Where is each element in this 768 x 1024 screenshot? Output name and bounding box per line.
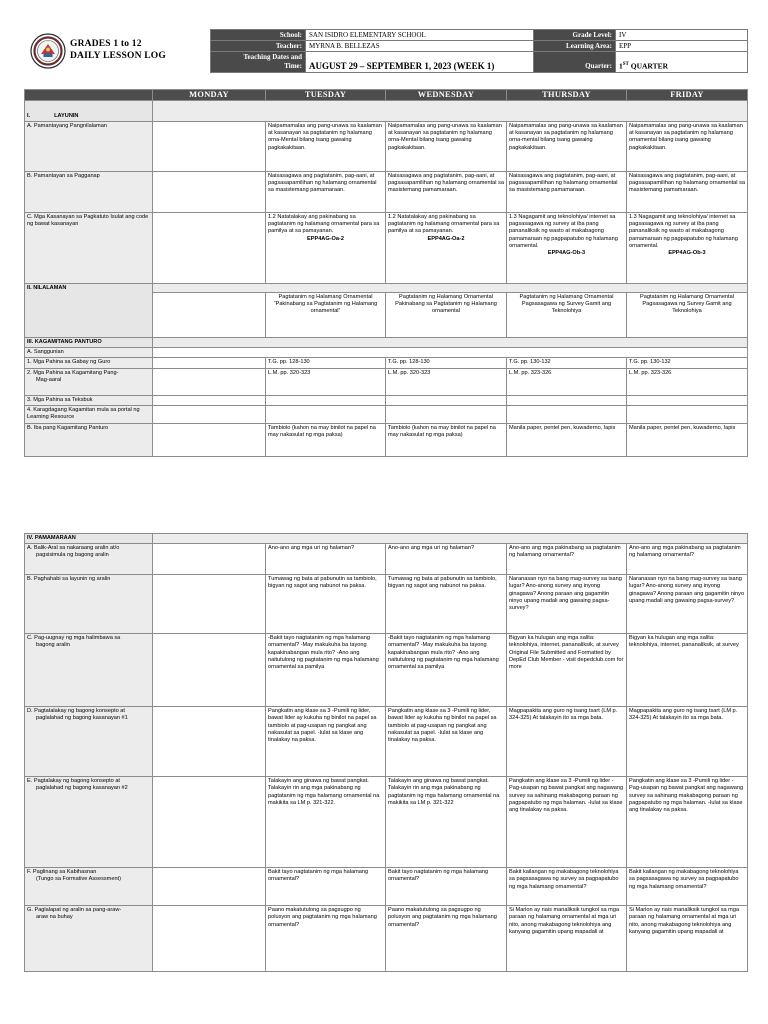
topic-subtitle: Pagsasagawa ng Survey Gamit ang Teknolohiya	[642, 301, 732, 315]
cell-friday: Ano-ano ang mga pakinabang sa pagtatanim ng halamang ornamental?	[627, 544, 748, 575]
cell-monday	[153, 172, 266, 213]
cell-thursday: Ano-ano ang mga pakinabang sa pagtatanim ng halamang ornamental?	[507, 544, 627, 575]
dates-label-line2: Time:	[284, 62, 302, 70]
cell-wednesday: Naipamamalas ang pang-unawa sa kaalaman at kasanayan sa pagtatanim ng halamang orna-Mental bilang isang gawaing pagkakakitaan.	[386, 122, 507, 172]
header-thursday: THURSDAY	[507, 90, 627, 101]
table-row-pamantayang-pangnilalaman	[25, 122, 748, 172]
learning-area-value: EPP	[616, 41, 748, 52]
row-label-paglalapat	[25, 906, 153, 972]
cell-monday	[153, 423, 266, 456]
row-label-pag-uugnay	[25, 634, 153, 707]
table-row-sanggunian	[25, 348, 748, 358]
deped-seal-icon	[30, 33, 66, 69]
header-friday: FRIDAY	[627, 90, 748, 101]
cell-tuesday: Pangkatin ang klase sa 3 -Pumili ng lider, bawat lider ay kukuha ng binilot na papel sa tambiolo at pag-usapan ng pangkat ang nakasulat sa papel. -Iulat sa klase ang tinalakay na paksa.	[266, 707, 386, 777]
cell-monday	[153, 368, 266, 395]
cell-friday: Manila paper, pentel pen, kuwaderno, lapis	[627, 423, 748, 456]
cell-wednesday: Bakit tayo nagtatanim ng mga halamang ornamental?	[386, 868, 507, 906]
cell-thursday: Bakit kailangan ng makabagong teknolohiya sa pagsasagawa ng survey sa pagpapatubo ng mga halamang ornamental?	[507, 868, 627, 906]
row-label-karagdagang: 4. Karagdagang Kagamitan mula sa portal ng Learning Resource	[25, 405, 153, 423]
layunin-row	[25, 101, 748, 122]
cell-friday: T.G. pp. 130-132	[627, 358, 748, 368]
row-label-nilalaman: II. NILALAMAN	[25, 284, 153, 338]
cell-wednesday: T.G. pp. 128-130	[386, 358, 507, 368]
row-label-line1: E. Pagtalakay ng bagong konsepto at	[27, 778, 120, 785]
cell-wednesday	[386, 395, 507, 405]
cell-tuesday	[266, 293, 386, 338]
title-line-dll: DAILY LESSON LOG	[70, 51, 166, 61]
layunin-label	[25, 101, 153, 122]
cell-monday	[153, 575, 266, 634]
cell-wednesday: Ano-ano ang mga uri ng halaman?	[386, 544, 507, 575]
cell-monday	[153, 777, 266, 868]
competency-code: EPP4AG-Ob-3	[547, 250, 586, 257]
document-header	[24, 29, 747, 74]
cell-tuesday: Tumawag ng bata at pabunutin sa tambiolo, bigyan ng sagot ang nabunot na paksa.	[266, 575, 386, 634]
cell-friday: Bigyan ka hulugan ang mga salita: teknolohiya, internet, pananaliksik, at survey	[627, 634, 748, 707]
competency-code: EPP4AG-Oa-2	[427, 235, 465, 242]
row-label-pagganap: B. Pamantayan sa Pagganap	[25, 172, 153, 213]
row-label-line2: Mag-aaral	[36, 376, 62, 383]
layunin-number: I.	[27, 112, 31, 119]
cell-monday	[153, 405, 266, 423]
title-line-grades: GRADES 1 to 12	[70, 39, 142, 49]
cell-tuesday: Bakit tayo nagtatanim ng mga halamang ornamental?	[266, 868, 386, 906]
cell-thursday: T.G. pp. 130-132	[507, 358, 627, 368]
cell-thursday: Bigyan ka hulugan ang mga salita: teknolohiya, internet, pananaliksik, at survey Original File Submitted and Formatted by DepEd Club Member - visit depedclub.com for more	[507, 634, 627, 707]
cell-thursday: Naipamamalas ang pang-unawa sa kaalaman at kasanayan sa pagtatanim ng halamang orna-mental bilang isang gawaing pagkakakitaan.	[507, 122, 627, 172]
cell-thursday: Pangkatin ang klase sa 3 -Pumili ng lider -Pag-usapan ng bawat pangkat ang nagawang survey sa sahinang makabagong paraan ng pagpapatubo ng mga halaman. -Iulat sa klase ang tinalakay na paksa.	[507, 777, 627, 868]
cell-thursday: Naisasagawa ang pagtatanim, pag-aani, at pagsasapamilihan ng halamang ornamental sa masistemang pamamaraan.	[507, 172, 627, 213]
topic-title: Pagtatanim ng Halamang Ornamental	[640, 294, 734, 300]
cell-monday	[153, 293, 266, 338]
quarter-value	[616, 52, 748, 73]
row-label-paghahabi: B. Paghahabi sa layunin ng aralin	[25, 575, 153, 634]
row-label-gabay: 1. Mga Pahina sa Gabay ng Guro	[25, 358, 153, 368]
cell-monday	[153, 213, 266, 284]
header-monday: MONDAY	[153, 90, 266, 101]
table-row-karagdagang-kagamitan	[25, 405, 748, 423]
cell-tuesday: Naipamamalas ang pang-unawa sa kaalaman at kasanayan sa pagtatanim ng halamang orna-Mental bilang isang gawaing pagkakakitaan.	[266, 122, 386, 172]
table-row-teksbuk	[25, 395, 748, 405]
cell-friday	[627, 405, 748, 423]
learning-area-label: Learning Area:	[534, 41, 616, 52]
row-label-sanggunian: A. Sanggunian	[25, 348, 153, 358]
cell-monday	[153, 707, 266, 777]
table-row-paglalapat	[25, 906, 748, 972]
row-label-iba-pang: B. Iba pang Kagamitang Panturo	[25, 423, 153, 456]
cell-friday: L.M. pp. 323-326	[627, 368, 748, 395]
row-label-pangnilalaman: A. Pamantayang Pangnilalaman	[25, 122, 153, 172]
dates-label-line1: Teaching Dates and	[243, 53, 302, 61]
table-row-nilalaman-header	[25, 284, 748, 293]
row-label-line1: F. Paglinang sa Kabihasnan	[27, 869, 97, 876]
cell-wednesday: Naisasagawa ang pagtatanim, pag-aani, at pagsasapamilihan ng halamang ornamental sa masistemang pamamaraan.	[386, 172, 507, 213]
row-label-pamamaraan: IV. PAMAMARAAN	[25, 534, 153, 544]
row-label-line1: D. Pagtatalakay ng bagong konsepto at	[27, 708, 125, 715]
layunin-text: LAYUNIN	[54, 112, 79, 119]
competency-text: 1.3 Nagagamit ang teknolohiya/ internet sa pagsasagawa ng survey at iba pang pananaliksik ng wasto at makabagong pamamaraan ng pagpapatubo ng halamang ornamental.	[629, 214, 738, 249]
header-tuesday: TUESDAY	[266, 90, 386, 101]
cell-monday	[153, 122, 266, 172]
quarter-number: 1	[619, 61, 623, 70]
cell-tuesday: T.G. pp. 128-130	[266, 358, 386, 368]
dates-label	[211, 52, 306, 73]
cell-thursday: Magpapakita ang guro ng isang tsart (LM p. 324-325) At talakayin ito sa mga bata.	[507, 707, 627, 777]
cell-monday	[153, 868, 266, 906]
cell-wednesday: L.M. pp. 320-323	[386, 368, 507, 395]
pamamaraan-header-row	[25, 534, 748, 544]
cell-wednesday: Pangkatin ang klase sa 3 -Pumili ng lider, bawat lider ay kukuha ng binilot na papel sa tambiolo at pag-usapan ng pangkat ang nakasulat sa papel. -Iulat sa klase ang tinalakay na paksa.	[386, 707, 507, 777]
cell-wednesday: Paano makatutulong sa pagsugpo ng polusyon ang pagtatanim ng mga halamang ornamental?	[386, 906, 507, 972]
cell-wednesday	[386, 293, 507, 338]
lesson-plan-table-1	[24, 89, 748, 457]
nilalaman-filler	[153, 284, 748, 293]
cell-friday	[627, 293, 748, 338]
cell-tuesday	[266, 405, 386, 423]
cell-wednesday: Tumawag ng bata at pabunutin sa tambiolo, bigyan ng sagot ang nabunot na paksa.	[386, 575, 507, 634]
teacher-label: Teacher:	[211, 41, 306, 52]
row-label-pagtalakay-2	[25, 777, 153, 868]
cell-friday: Pangkatin ang klase sa 3 -Pumili ng lider -Pag-usapan ng bawat pangkat ang nagawang survey sa sahinang makabagong paraan ng pagpapatubo ng mga halaman. -Iulat sa klase ang tinalakay na paksa.	[627, 777, 748, 868]
sanggunian-filler	[153, 348, 748, 358]
table-row-gabay-ng-guro	[25, 358, 748, 368]
lesson-plan-table-2	[24, 533, 748, 972]
cell-thursday	[507, 395, 627, 405]
row-label-line1: 2. Mga Pahina sa Kagamitang Pang-	[27, 369, 119, 376]
teacher-value: MYRNA B. BELLEZAS	[306, 41, 534, 52]
school-label: School:	[211, 30, 306, 41]
table-row-balik-aral	[25, 544, 748, 575]
competency-code: EPP4AG-Oa-2	[307, 235, 344, 242]
cell-monday	[153, 634, 266, 707]
cell-tuesday: Naisasagawa ang pagtatanim, pag-aani, at pagsasapamilihan ng halamang ornamental sa masistemang pamamaraan.	[266, 172, 386, 213]
competency-code: EPP4AG-Ob-3	[668, 250, 706, 257]
cell-tuesday: Ano-ano ang mga uri ng halaman?	[266, 544, 386, 575]
competency-text: 1.3 Nagagamit ang teknolohiya/ internet sa pagsasagawa ng survey at iba pang pananaliksik ng wasto at makabagong pamamaraan ng pagpapatubo ng halamang ornamental.	[509, 214, 618, 249]
cell-friday	[627, 213, 748, 284]
cell-thursday	[507, 405, 627, 423]
cell-monday	[153, 395, 266, 405]
topic-subtitle: Pakinabang sa Pagtatanim ng Halamang ornamental	[395, 301, 497, 315]
pamamaraan-filler	[153, 534, 748, 544]
row-label-pagtatalakay-1	[25, 707, 153, 777]
table-row-paglinang	[25, 868, 748, 906]
cell-tuesday	[266, 213, 386, 284]
cell-wednesday	[386, 405, 507, 423]
topic-title: Pagtatanim ng Halamang Ornamental	[278, 294, 373, 300]
table-row-pag-uugnay	[25, 634, 748, 707]
competency-text: 1.2 Natatalakay ang pakinabang sa pagtatanim ng halamang ornamental para sa pamilya at sa pamayanan.	[268, 214, 380, 235]
cell-friday: Si Marion ay nais manaliksik tungkol sa mga paraan ng halamang ornamental at mga uri nito, anong makabagong teknolohiya ang kanyang gagamitin upang mapadali at	[627, 906, 748, 972]
cell-wednesday: Talakayin ang ginawa ng bawat pangkat. Talakayin rin ang mga pakinabang ng pagtatanim ng mga halamang ornamental na makikita sa LM p. 321-322	[386, 777, 507, 868]
kagamitan-filler	[153, 338, 748, 348]
header-blank-cell	[25, 90, 153, 101]
school-value: SAN ISIDRO ELEMENTARY SCHOOL	[306, 30, 534, 41]
cell-tuesday: Paano makatutulong sa pagsugpo ng polusyon ang pagtatanim ng mga halamang ornamental?	[266, 906, 386, 972]
cell-tuesday: L.M. pp. 320-323	[266, 368, 386, 395]
cell-thursday	[507, 213, 627, 284]
cell-friday: Magpapakita ang guro ng isang tsart (LM p. 324-325) At talakayin ito sa mga bata.	[627, 707, 748, 777]
cell-tuesday: Tambiolo (kahon na may binilot na papel na may nakasulat ng mga paksa)	[266, 423, 386, 456]
cell-thursday: Naranasan nyo na bang mag-survey sa isang lugar? Ano-anong survey ang inyong ginagawa? Anong paraan ang gagamitin ninyo upang madali ang gawaing pagsa-survey?	[507, 575, 627, 634]
cell-monday	[153, 906, 266, 972]
day-header-row	[25, 90, 748, 101]
school-info-table	[210, 29, 534, 73]
cell-monday	[153, 358, 266, 368]
grade-level-label: Grade Level:	[534, 30, 616, 41]
row-label-kagamitan: III. KAGAMITANG PANTURO	[25, 338, 153, 348]
dates-value: AUGUST 29 – SEPTEMBER 1, 2023 (WEEK 1)	[306, 52, 534, 73]
row-label-line1: C. Pag-uugnay ng mga halimbawa sa	[27, 635, 121, 642]
row-label-teksbuk: 3. Mga Pahina sa Teksbuk	[25, 395, 153, 405]
table-row-kasanayan-sa-pagkatuto	[25, 213, 748, 284]
cell-thursday: L.M. pp. 323-326	[507, 368, 627, 395]
cell-thursday	[507, 293, 627, 338]
row-label-line2: (Tungo sa Formative Assessment)	[36, 876, 121, 883]
table-row-pagtatalakay-1	[25, 707, 748, 777]
row-label-balik-aral	[25, 544, 153, 575]
cell-friday: Naipamamalas ang pang-unawa sa kaalaman at kasanayan sa pagtatanim ng halamang ornamental bilang isang gawaing pagkakakitaan.	[627, 122, 748, 172]
row-label-line1: G. Paglalapat ng aralin sa pang-araw-	[27, 907, 122, 914]
cell-tuesday	[266, 395, 386, 405]
table-row-pagtalakay-2	[25, 777, 748, 868]
cell-thursday: Manila paper, pentel pen, kuwaderno, lapis	[507, 423, 627, 456]
row-label-line2: bagong aralin	[36, 642, 70, 649]
grade-level-value: IV	[616, 30, 748, 41]
row-label-paglinang	[25, 868, 153, 906]
cell-wednesday	[386, 213, 507, 284]
table-row-paghahabi	[25, 575, 748, 634]
quarter-superscript: ST	[622, 61, 629, 67]
cell-wednesday: -Bakit tayo nagtatanim ng mga halamang ornamental? -May makukuha ba tayong kapakinabangan mula rito? -Ano ang naitutulong ng pagtatanim ng mga halamang ornamental sa pamilya	[386, 634, 507, 707]
topic-title: Pagtatanim ng Halamang Ornamental	[399, 294, 493, 300]
layunin-filler	[153, 101, 748, 122]
cell-friday: Naisasagawa ang pagtatanim, pag-aani, at pagsasapamilihan ng halamang ornamental sa masistemang pamamaraan.	[627, 172, 748, 213]
row-label-line2: paglalahad ng bagong kasanayan #1	[36, 715, 128, 722]
cell-tuesday: -Bakit tayo nagtatanim ng mga halamang ornamental? -May makukuha ba tayong kapakinabangan mula rito? -Ano ang naitutulong ng pagtatanim ng mga halamang ornamental sa pamilya	[266, 634, 386, 707]
row-label-line2: araw na buhay	[36, 914, 73, 921]
row-label-mag-aaral	[25, 368, 153, 395]
cell-friday: Bakit kailangan ng makabagong teknolohiya sa pagsasagawa ng survey sa pagpapatubo ng mga halamang ornamental?	[627, 868, 748, 906]
table-row-iba-pang-kagamitan	[25, 423, 748, 456]
row-label-kasanayan: C. Mga Kasanayan sa Pagkatuto Isulat ang code ng bawat kasanayan	[25, 213, 153, 284]
cell-monday	[153, 544, 266, 575]
cell-wednesday: Tambiolo (kahon na may binilot na papel na may nakasulat ng mga paksa)	[386, 423, 507, 456]
document-title	[70, 38, 166, 62]
header-wednesday: WEDNESDAY	[386, 90, 507, 101]
cell-friday	[627, 395, 748, 405]
cell-tuesday: Talakayin ang ginawa ng bawat pangkat. Talakayin rin ang mga pakinabang ng pagtatanim ng mga halamang ornamental na makikita sa LM p. 321-322.	[266, 777, 386, 868]
cell-thursday: Si Marion ay nais manaliksik tungkol sa mga paraan ng halamang ornamental at mga uri nito, anong makabagong teknolohiya ang kanyang gagamitin upang mapadali at	[507, 906, 627, 972]
topic-subtitle: Pagsasagawa ng Survey Gamit ang Teknolohiya	[521, 301, 612, 315]
competency-text: 1.2 Natatalakay ang pakinabang sa pagtatanim ng halamang ornamental para sa pamilya at sa pamayanan.	[388, 214, 500, 235]
cell-friday: Naranasan nyo na bang mag-survey sa isang lugar? Ano-anong survey ang inyong ginagawa? Anong paraan ang gagamitin ninyo upang madali ang gawaing pagsa-survey?	[627, 575, 748, 634]
row-label-line2: pagsisimula ng bagong aralin	[36, 552, 109, 559]
table-row-pamantayan-sa-pagganap	[25, 172, 748, 213]
quarter-label: Quarter:	[534, 52, 616, 73]
topic-title: Pagtatanim ng Halamang Ornamental	[519, 294, 614, 300]
table-row-kagamitang-mag-aaral	[25, 368, 748, 395]
quarter-word: QUARTER	[628, 61, 668, 70]
table-row-kagamitan	[25, 338, 748, 348]
row-label-line2: paglalahad ng bagong kasanayan #2	[36, 785, 128, 792]
grade-info-table	[533, 29, 748, 73]
topic-subtitle: “Pakinabang sa Pagtatanim ng Halamang ornamental”	[273, 301, 378, 315]
row-label-line1: A. Balik-Aral sa nakaraang aralin at/o	[27, 545, 120, 552]
